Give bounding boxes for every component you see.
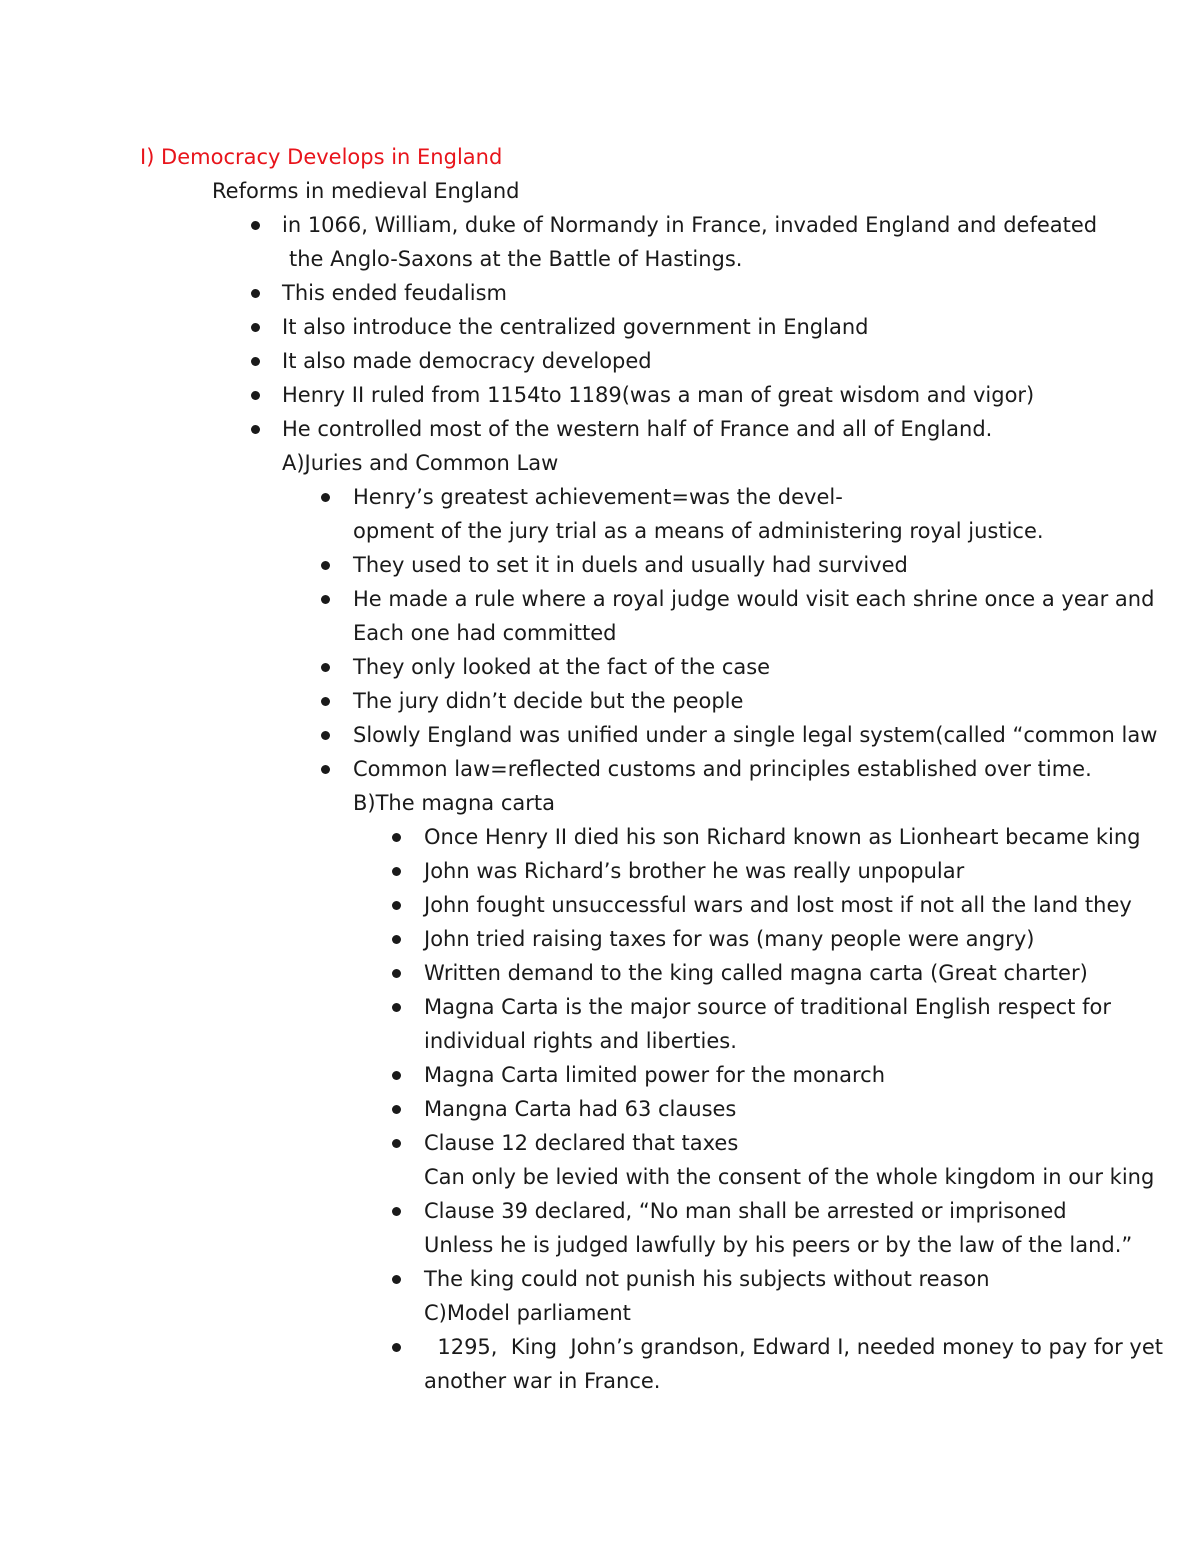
bullet-icon [392, 833, 401, 842]
list-item: Henry II ruled from 1154to 1189(was a man of great wisdom and vigor) [282, 383, 1035, 407]
bullet-icon [251, 357, 260, 366]
bullet-icon [321, 663, 330, 672]
list-item: They only looked at the fact of the case [353, 655, 771, 679]
bullet-icon [251, 289, 260, 298]
bullet-icon [392, 935, 401, 944]
list-item-continuation: another war in France. [424, 1369, 661, 1393]
list-item-continuation: opment of the jury trial as a means of administering royal justice. [353, 519, 1044, 543]
list-item: He made a rule where a royal judge would visit each shrine once a year and [353, 587, 1155, 611]
list-item: Common law=reflected customs and principles established over time. [353, 757, 1092, 781]
list-item: John fought unsuccessful wars and lost most if not all the land they [424, 893, 1132, 917]
list-item: Mangna Carta had 63 clauses [424, 1097, 737, 1121]
bullet-icon [392, 1071, 401, 1080]
bullet-icon [392, 901, 401, 910]
list-item: Magna Carta is the major source of traditional English respect for [424, 995, 1111, 1019]
list-item: Slowly England was unified under a single legal system(called “common law [353, 723, 1158, 747]
bullet-icon [321, 493, 330, 502]
list-item: The king could not punish his subjects without reason [424, 1267, 990, 1291]
list-item: Magna Carta limited power for the monarch [424, 1063, 886, 1087]
bullet-icon [251, 425, 260, 434]
bullet-icon [321, 561, 330, 570]
bullet-icon [321, 765, 330, 774]
list-item: This ended feudalism [282, 281, 507, 305]
list-item-continuation: individual rights and liberties. [424, 1029, 737, 1053]
bullet-icon [321, 697, 330, 706]
document-title: I) Democracy Develops in England [140, 145, 503, 169]
list-item: He controlled most of the western half of France and all of England. [282, 417, 993, 441]
section-subtitle: Reforms in medieval England [212, 179, 520, 203]
list-item-continuation: Unless he is judged lawfully by his peers or by the law of the land.” [424, 1233, 1133, 1257]
bullet-icon [392, 1139, 401, 1148]
list-item: Clause 39 declared, “No man shall be arrested or imprisoned [424, 1199, 1067, 1223]
bullet-icon [392, 1207, 401, 1216]
section-heading-c: C)Model parliament [424, 1301, 631, 1325]
list-item: The jury didn’t decide but the people [353, 689, 744, 713]
list-item: in 1066, William, duke of Normandy in France, invaded England and defeated [282, 213, 1098, 237]
bullet-icon [251, 221, 260, 230]
list-item: It also introduce the centralized government in England [282, 315, 869, 339]
list-item: Henry’s greatest achievement=was the devel- [353, 485, 843, 509]
section-heading-a: A)Juries and Common Law [282, 451, 559, 475]
list-item: They used to set it in duels and usually had survived [353, 553, 908, 577]
list-item: Clause 12 declared that taxes [424, 1131, 739, 1155]
list-item: John tried raising taxes for was (many people were angry) [424, 927, 1035, 951]
list-item: Once Henry II died his son Richard known as Lionheart became king [424, 825, 1141, 849]
bullet-icon [392, 1343, 401, 1352]
bullet-icon [321, 595, 330, 604]
list-item: Written demand to the king called magna carta (Great charter) [424, 961, 1088, 985]
list-item-continuation: Can only be levied with the consent of the whole kingdom in our king [424, 1165, 1155, 1189]
bullet-icon [251, 323, 260, 332]
bullet-icon [392, 867, 401, 876]
bullet-icon [251, 391, 260, 400]
bullet-icon [392, 1275, 401, 1284]
list-item-continuation: Each one had committed [353, 621, 617, 645]
bullet-icon [392, 1003, 401, 1012]
list-item: It also made democracy developed [282, 349, 652, 373]
bullet-icon [321, 731, 330, 740]
bullet-icon [392, 1105, 401, 1114]
list-item: 1295, King John’s grandson, Edward I, needed money to pay for yet [424, 1335, 1163, 1359]
bullet-icon [392, 969, 401, 978]
list-item: John was Richard’s brother he was really unpopular [424, 859, 965, 883]
list-item-continuation: the Anglo-Saxons at the Battle of Hastings. [289, 247, 743, 271]
section-heading-b: B)The magna carta [353, 791, 555, 815]
